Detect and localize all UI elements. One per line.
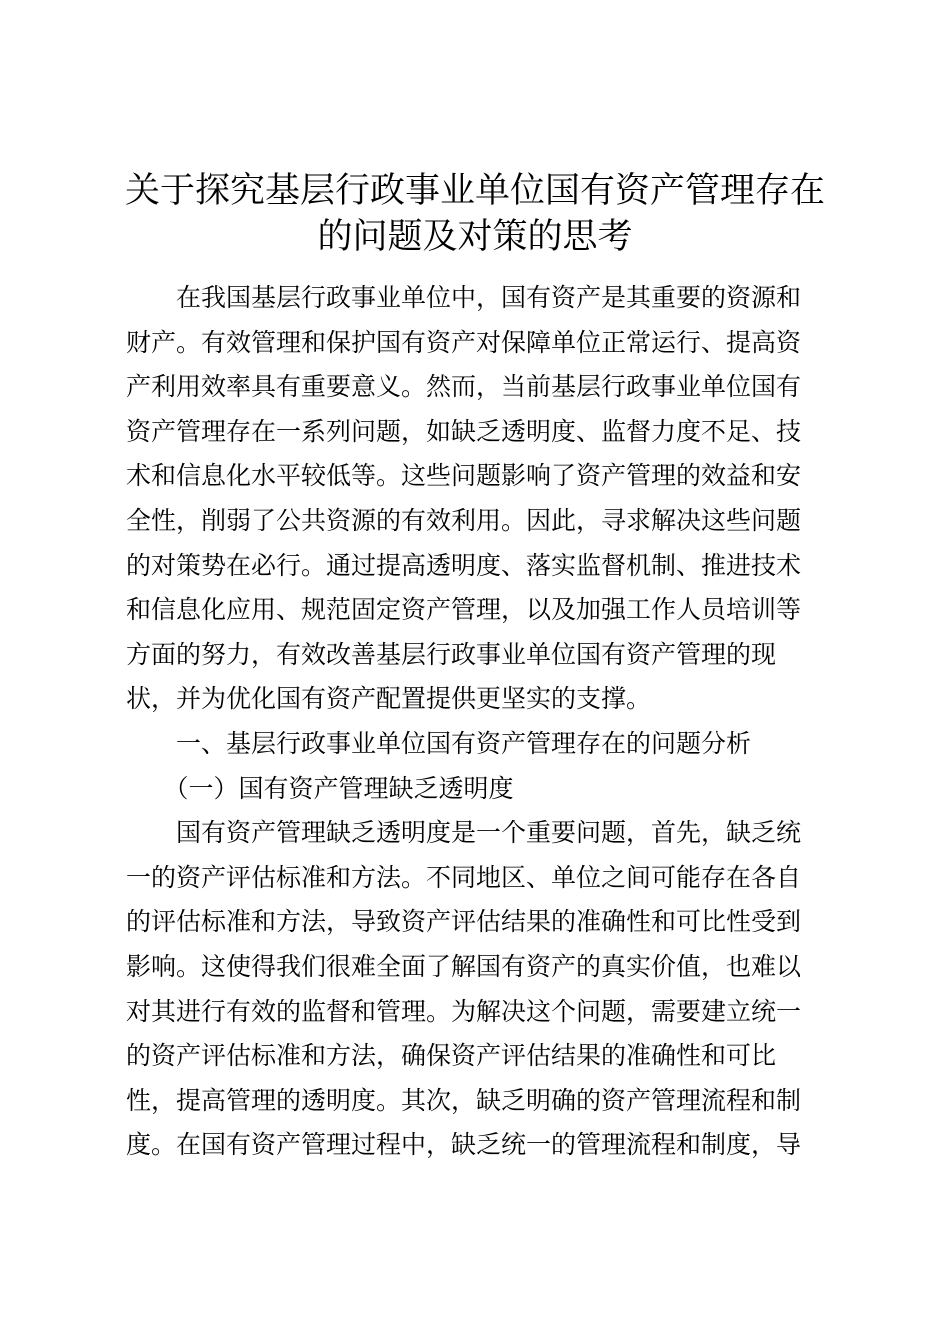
body-line: 资产管理存在一系列问题，如缺乏透明度、监督力度不足、技 [126, 416, 802, 446]
body-line: 全性，削弱了公共资源的有效利用。因此，寻求解决这些问题 [126, 505, 802, 535]
title-line-2: 的问题及对策的思考 [317, 217, 633, 257]
body-line: 度。在国有资产管理过程中，缺乏统一的管理流程和制度，导 [126, 1130, 802, 1160]
body-line: 影响。这使得我们很难全面了解国有资产的真实价值，也难以 [126, 951, 802, 981]
body-line: 的资产评估标准和方法，确保资产评估结果的准确性和可比 [126, 1041, 777, 1071]
body-line: 在我国基层行政事业单位中，国有资产是其重要的资源和 [126, 283, 802, 312]
section-heading: 一、基层行政事业单位国有资产管理存在的问题分析 [126, 728, 752, 758]
body-line: 财产。有效管理和保护国有资产对保障单位正常运行、提高资 [126, 327, 802, 357]
body-line: 性，提高管理的透明度。其次，缺乏明确的资产管理流程和制 [126, 1085, 802, 1115]
body-line: 一的资产评估标准和方法。不同地区、单位之间可能存在各自 [126, 862, 802, 892]
body-line: 术和信息化水平较低等。这些问题影响了资产管理的效益和安 [126, 461, 802, 491]
body-line: 产利用效率具有重要意义。然而，当前基层行政事业单位国有 [126, 372, 802, 402]
document-body [126, 276, 826, 1168]
body-line: 对其进行有效的监督和管理。为解决这个问题，需要建立统一 [126, 996, 802, 1026]
body-line: 的评估标准和方法，导致资产评估结果的准确性和可比性受到 [126, 907, 802, 937]
body-line: 状，并为优化国有资产配置提供更坚实的支撑。 [126, 684, 652, 714]
document-title [100, 168, 850, 260]
body-line: 国有资产管理缺乏透明度是一个重要问题，首先，缺乏统 [126, 818, 802, 848]
title-line-1: 关于探究基层行政事业单位国有资产管理存在 [124, 171, 825, 211]
subsection-heading: （一）国有资产管理缺乏透明度 [126, 773, 514, 803]
body-line: 和信息化应用、规范固定资产管理，以及加强工作人员培训等 [126, 595, 802, 625]
body-line: 的对策势在必行。通过提高透明度、落实监督机制、推进技术 [126, 550, 802, 580]
body-line: 方面的努力，有效改善基层行政事业单位国有资产管理的现 [126, 639, 777, 669]
